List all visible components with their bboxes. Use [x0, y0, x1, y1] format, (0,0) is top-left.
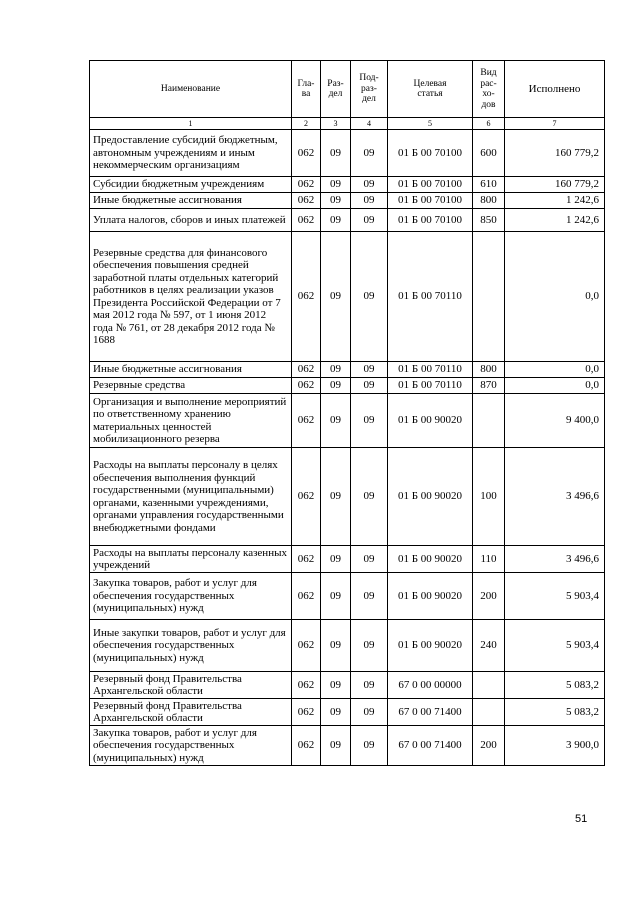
- table-row: [90, 699, 605, 726]
- column-number: 3: [321, 118, 351, 130]
- row-expense-type: 850: [473, 209, 505, 232]
- row-chapter: 062: [292, 378, 321, 394]
- row-executed-value: 160 779,2: [505, 177, 605, 193]
- page-number: 51: [575, 813, 588, 825]
- row-name: Предоставление субсидий бюджетным, автономным учреждениям и иным некоммерческим организациям: [90, 130, 292, 177]
- row-chapter: 062: [292, 573, 321, 620]
- row-target-article: 01 Б 00 90020: [388, 620, 473, 672]
- row-executed-value: 0,0: [505, 362, 605, 378]
- row-subsection: 09: [351, 130, 388, 177]
- row-target-article: 67 0 00 71400: [388, 726, 473, 766]
- row-target-article: 01 Б 00 70110: [388, 362, 473, 378]
- table-row: [90, 362, 605, 378]
- row-name: Иные бюджетные ассигнования: [90, 193, 292, 209]
- row-expense-type: 610: [473, 177, 505, 193]
- column-number: 6: [473, 118, 505, 130]
- row-expense-type: 110: [473, 546, 505, 573]
- row-executed-value: 5 903,4: [505, 620, 605, 672]
- row-executed-value: 160 779,2: [505, 130, 605, 177]
- row-chapter: 062: [292, 193, 321, 209]
- row-subsection: 09: [351, 378, 388, 394]
- table-row: [90, 573, 605, 620]
- row-chapter: 062: [292, 672, 321, 699]
- header-target: Целевая статья: [388, 61, 473, 118]
- row-name: Уплата налогов, сборов и иных платежей: [90, 209, 292, 232]
- row-executed-value: 0,0: [505, 232, 605, 362]
- header-name: Наименование: [90, 61, 292, 118]
- row-subsection: 09: [351, 394, 388, 448]
- row-executed-value: 1 242,6: [505, 193, 605, 209]
- row-subsection: 09: [351, 448, 388, 546]
- row-target-article: 01 Б 00 90020: [388, 573, 473, 620]
- header-expense-type: Вид рас- хо- дов: [473, 61, 505, 118]
- table-row: [90, 620, 605, 672]
- budget-table: [89, 60, 605, 766]
- row-target-article: 01 Б 00 70110: [388, 232, 473, 362]
- row-section: 09: [321, 573, 351, 620]
- row-executed-value: 3 496,6: [505, 448, 605, 546]
- row-expense-type: 200: [473, 573, 505, 620]
- row-target-article: 01 Б 00 90020: [388, 546, 473, 573]
- row-expense-type: 200: [473, 726, 505, 766]
- row-subsection: 09: [351, 362, 388, 378]
- row-subsection: 09: [351, 193, 388, 209]
- column-number: 4: [351, 118, 388, 130]
- table-row: [90, 546, 605, 573]
- row-subsection: 09: [351, 620, 388, 672]
- row-chapter: 062: [292, 448, 321, 546]
- header-row: [90, 61, 605, 118]
- row-expense-type: [473, 232, 505, 362]
- row-target-article: 01 Б 00 70100: [388, 130, 473, 177]
- row-chapter: 062: [292, 726, 321, 766]
- row-section: 09: [321, 394, 351, 448]
- row-target-article: 01 Б 00 70100: [388, 193, 473, 209]
- row-expense-type: 800: [473, 362, 505, 378]
- row-section: 09: [321, 177, 351, 193]
- row-subsection: 09: [351, 209, 388, 232]
- row-executed-value: 5 903,4: [505, 573, 605, 620]
- row-executed-value: 1 242,6: [505, 209, 605, 232]
- row-name: Резервный фонд Правительства Архангельской области: [90, 699, 292, 726]
- row-section: 09: [321, 699, 351, 726]
- row-chapter: 062: [292, 130, 321, 177]
- table-row: [90, 193, 605, 209]
- table-row: [90, 177, 605, 193]
- row-chapter: 062: [292, 232, 321, 362]
- row-section: 09: [321, 209, 351, 232]
- row-subsection: 09: [351, 699, 388, 726]
- row-expense-type: [473, 672, 505, 699]
- row-expense-type: 240: [473, 620, 505, 672]
- row-name: Закупка товаров, работ и услуг для обеспечения государственных (муниципальных) нужд: [90, 726, 292, 766]
- row-subsection: 09: [351, 546, 388, 573]
- row-section: 09: [321, 672, 351, 699]
- column-number-row: [90, 118, 605, 130]
- row-chapter: 062: [292, 177, 321, 193]
- header-section: Раз- дел: [321, 61, 351, 118]
- row-executed-value: 3 900,0: [505, 726, 605, 766]
- row-executed-value: 3 496,6: [505, 546, 605, 573]
- column-number: 1: [90, 118, 292, 130]
- row-section: 09: [321, 130, 351, 177]
- row-name: Субсидии бюджетным учреждениям: [90, 177, 292, 193]
- header-subsection: Под- раз- дел: [351, 61, 388, 118]
- row-expense-type: [473, 394, 505, 448]
- column-number: 2: [292, 118, 321, 130]
- header-chapter: Гла- ва: [292, 61, 321, 118]
- row-name: Резервные средства для финансового обеспечения повышения средней заработной платы отдельных категорий работников в целях реализации указов Президента Российской Федерации от 7 мая 2012 года № 597, от 1 июня 2012 года № 761, от 28 декабря 2012 года № 1688: [90, 232, 292, 362]
- table-row: [90, 232, 605, 362]
- row-chapter: 062: [292, 209, 321, 232]
- row-target-article: 67 0 00 71400: [388, 699, 473, 726]
- row-target-article: 67 0 00 00000: [388, 672, 473, 699]
- row-name: Иные бюджетные ассигнования: [90, 362, 292, 378]
- row-name: Закупка товаров, работ и услуг для обеспечения государственных (муниципальных) нужд: [90, 573, 292, 620]
- row-target-article: 01 Б 00 90020: [388, 394, 473, 448]
- table-row: [90, 378, 605, 394]
- row-name: Иные закупки товаров, работ и услуг для обеспечения государственных (муниципальных) нужд: [90, 620, 292, 672]
- row-name: Организация и выполнение мероприятий по ответственному хранению материальных ценностей мобилизационного резерва: [90, 394, 292, 448]
- row-target-article: 01 Б 00 90020: [388, 448, 473, 546]
- row-executed-value: 9 400,0: [505, 394, 605, 448]
- row-section: 09: [321, 726, 351, 766]
- row-executed-value: 5 083,2: [505, 699, 605, 726]
- row-target-article: 01 Б 00 70110: [388, 378, 473, 394]
- table-row: [90, 394, 605, 448]
- row-executed-value: 5 083,2: [505, 672, 605, 699]
- header-executed: Исполнено: [505, 61, 605, 118]
- row-subsection: 09: [351, 573, 388, 620]
- row-name: Расходы на выплаты персоналу казенных учреждений: [90, 546, 292, 573]
- row-expense-type: 800: [473, 193, 505, 209]
- row-chapter: 062: [292, 699, 321, 726]
- row-subsection: 09: [351, 177, 388, 193]
- row-section: 09: [321, 362, 351, 378]
- table-row: [90, 448, 605, 546]
- table-row: [90, 672, 605, 699]
- row-executed-value: 0,0: [505, 378, 605, 394]
- table-row: [90, 726, 605, 766]
- row-section: 09: [321, 232, 351, 362]
- row-chapter: 062: [292, 620, 321, 672]
- table-row: [90, 130, 605, 177]
- row-expense-type: 100: [473, 448, 505, 546]
- row-chapter: 062: [292, 394, 321, 448]
- table-row: [90, 209, 605, 232]
- row-chapter: 062: [292, 546, 321, 573]
- row-section: 09: [321, 620, 351, 672]
- column-number: 7: [505, 118, 605, 130]
- row-name: Резервный фонд Правительства Архангельской области: [90, 672, 292, 699]
- row-section: 09: [321, 448, 351, 546]
- row-subsection: 09: [351, 726, 388, 766]
- row-subsection: 09: [351, 232, 388, 362]
- row-expense-type: 870: [473, 378, 505, 394]
- row-target-article: 01 Б 00 70100: [388, 209, 473, 232]
- row-section: 09: [321, 193, 351, 209]
- row-section: 09: [321, 546, 351, 573]
- column-number: 5: [388, 118, 473, 130]
- row-expense-type: 600: [473, 130, 505, 177]
- row-expense-type: [473, 699, 505, 726]
- row-chapter: 062: [292, 362, 321, 378]
- row-name: Резервные средства: [90, 378, 292, 394]
- row-target-article: 01 Б 00 70100: [388, 177, 473, 193]
- row-section: 09: [321, 378, 351, 394]
- row-name: Расходы на выплаты персоналу в целях обеспечения выполнения функций государственными (муниципальными) органами, казенными учреждениями, органами управления государственными внебюджетными фондами: [90, 448, 292, 546]
- row-subsection: 09: [351, 672, 388, 699]
